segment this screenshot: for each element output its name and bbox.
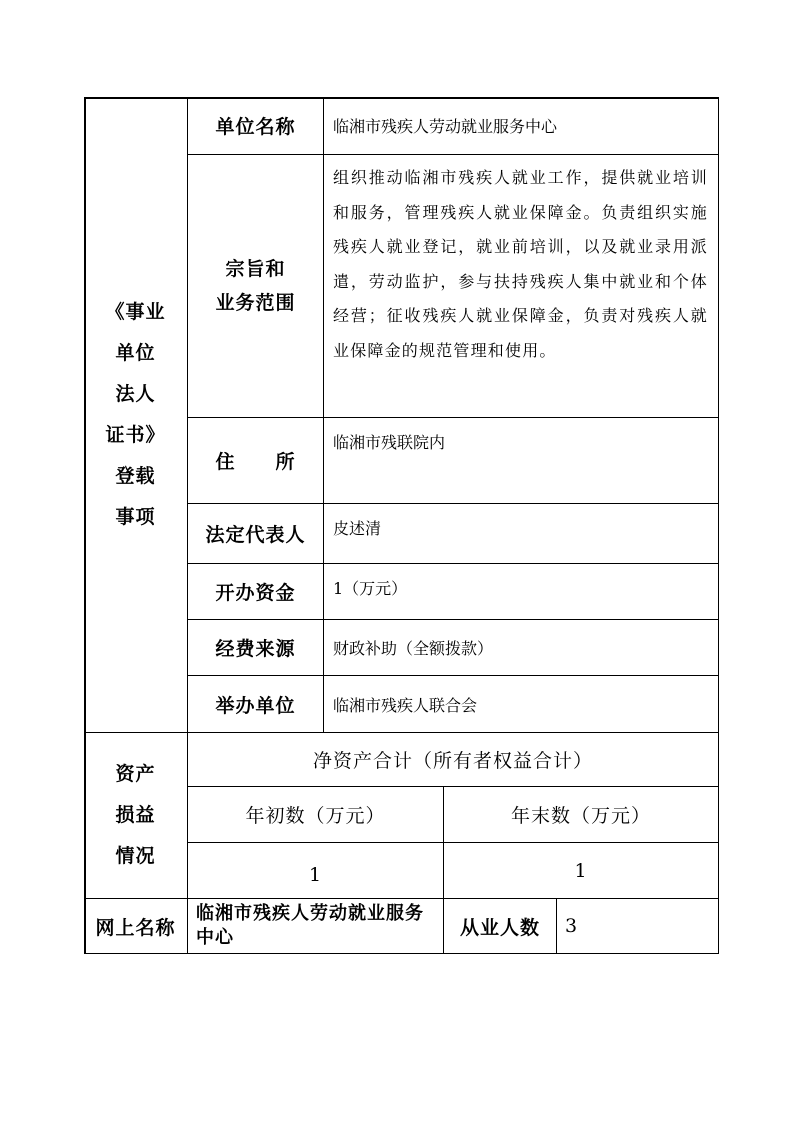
assets-section-label — [84, 733, 188, 899]
unit-name-value: 临湘市残疾人劳动就业服务中心 — [324, 97, 719, 155]
online-name-label: 网上名称 — [84, 899, 188, 954]
registration-label-line: 证书》 — [105, 423, 166, 446]
sponsor-value: 临湘市残疾人联合会 — [324, 676, 719, 733]
assets-label-line: 损益 — [115, 804, 156, 826]
begin-amount-label: 年初数（万元） — [188, 787, 444, 843]
registration-label-line: 登载 — [115, 464, 156, 487]
sponsor-label: 举办单位 — [188, 676, 324, 733]
registration-label-line: 法人 — [115, 382, 156, 405]
online-name-value: 临湘市残疾人劳动就业服务中心 — [188, 899, 444, 954]
registration-label-line: 事项 — [115, 505, 156, 528]
end-amount-label: 年末数（万元） — [444, 787, 719, 843]
address-label: 住 所 — [188, 418, 324, 504]
address-value: 临湘市残联院内 — [324, 418, 719, 504]
employees-value: 3 — [557, 899, 719, 954]
legal-rep-value: 皮述清 — [324, 504, 719, 564]
registration-label-line: 单位 — [115, 341, 156, 364]
legal-rep-label: 法定代表人 — [188, 504, 324, 564]
unit-name-label: 单位名称 — [188, 97, 324, 155]
capital-label: 开办资金 — [188, 564, 324, 620]
assets-label-line: 情况 — [115, 845, 156, 867]
capital-value: 1（万元） — [324, 564, 719, 620]
scope-label-line: 宗旨和 — [225, 258, 286, 280]
assets-label-line: 资产 — [115, 763, 156, 785]
begin-amount-value: 1 — [188, 843, 444, 899]
funding-value: 财政补助（全额拨款） — [324, 620, 719, 676]
scope-label-line: 业务范围 — [215, 292, 296, 314]
employees-label: 从业人数 — [444, 899, 557, 954]
scope-label — [188, 155, 324, 418]
scope-value: 组织推动临湘市残疾人就业工作，提供就业培训和服务，管理残疾人就业保障金。负责组织实施残疾人就业登记，就业前培训，以及就业录用派遣，劳动监护，参与扶持残疾人集中就业和个体经营；征收残疾人就业保障金，负责对残疾人就业保障金的规范管理和使用。 — [324, 155, 719, 418]
registration-section-label — [84, 97, 188, 733]
end-amount-value: 1 — [444, 843, 719, 899]
registration-label-line: 《事业 — [105, 300, 166, 323]
funding-label: 经费来源 — [188, 620, 324, 676]
net-assets-header: 净资产合计（所有者权益合计） — [188, 733, 719, 787]
